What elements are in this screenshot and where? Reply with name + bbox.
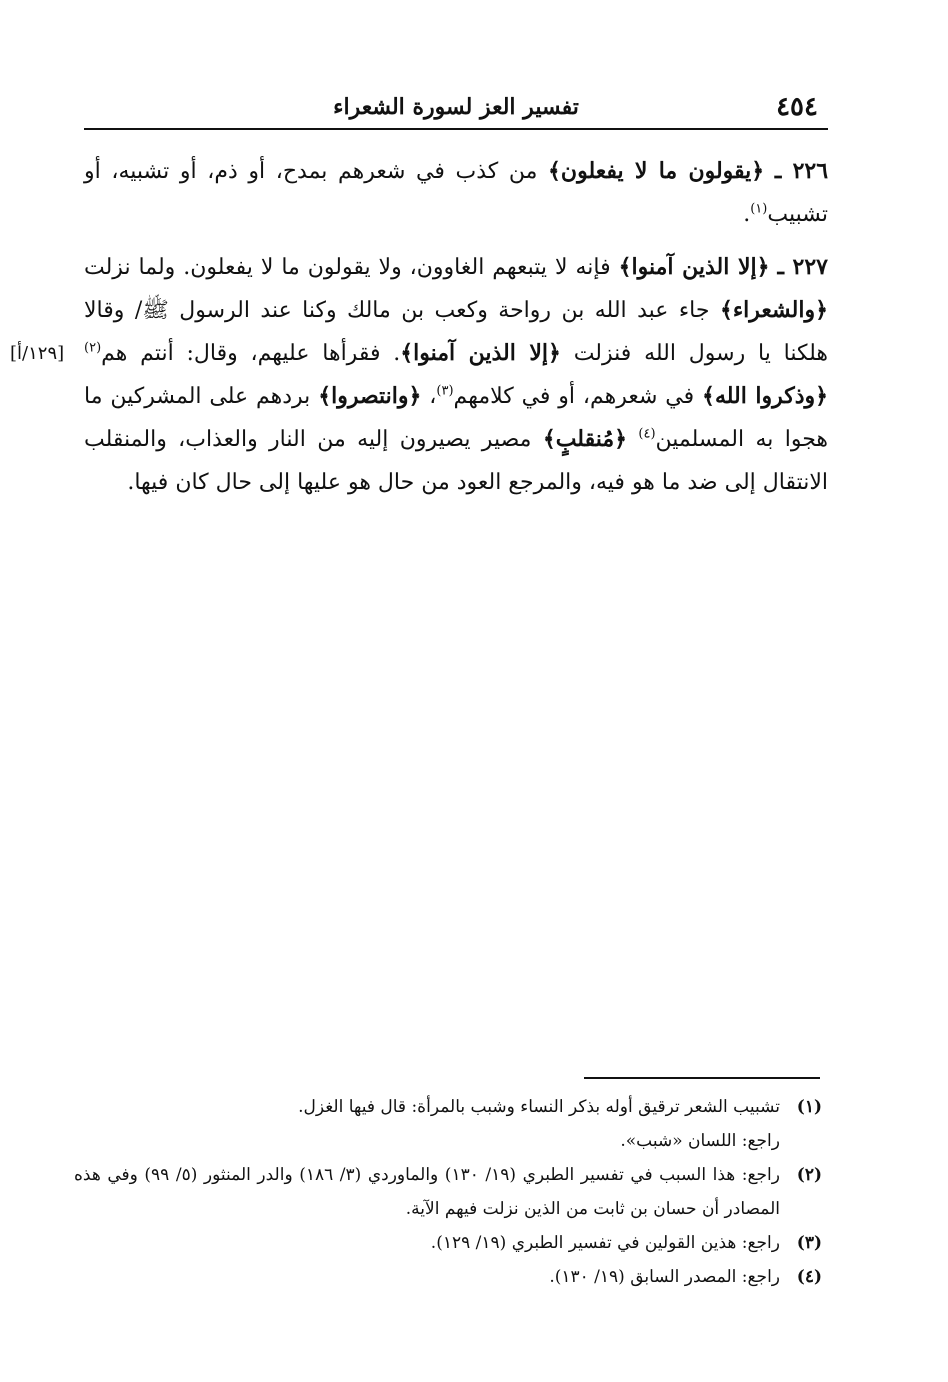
footnote-text [74,1260,780,1294]
body-text: ، [421,384,437,409]
footnote-ref: (٤) [638,426,656,442]
footnote-line: تشبيب الشعر ترقيق أوله بذكر النساء وشبب بالمرأة: قال فيها الغزل. [298,1097,780,1117]
footnote-number: (٢) [796,1165,822,1185]
body-text: فإنه لا يتبعهم الغاوون، ولا يقولون ما لا يفعلون. ولما نزلت [84,255,619,280]
quran-quote: ﴿مُنقلبٍ﴾ [542,426,628,452]
footnote-text [74,1226,780,1260]
footnote-line: راجع: هذين القولين في تفسير الطبري (١٩/ ١٢٩). [430,1233,780,1253]
footnote-ref: (٣) [436,383,454,399]
page-header [84,88,828,128]
footnote-ref: (٢) [84,340,102,356]
footnote-text [74,1158,780,1226]
footnote-line: راجع: هذا السبب في تفسير الطبري (١٩/ ١٣٠) والماوردي (٣/ ١٨٦) والدر المنثور (٥/ ٩٩) وفي هذه المصادر أن حسان بن ثابت من الذين نزلت فيهم الآية. [74,1165,780,1219]
body-text: مصير يصيرون إليه من النار والعذاب، والمنقلب الانتقال إلى ضد ما هو فيه، والمرجع العود من حال هو عليها إلى حال كان فيها. [84,427,828,495]
footnote-text [74,1090,780,1158]
header-rule [84,128,828,130]
footnote [74,1090,822,1158]
quran-quote: ﴿إلا الذين آمنوا﴾ [618,254,770,280]
footnote-number: (٣) [796,1233,822,1253]
main-text [84,150,828,514]
body-text: . فقرأها عليهم، وقال: أنتم هم [101,341,401,366]
footnotes [74,1090,822,1294]
quran-quote: ﴿يقولون ما لا يفعلون﴾ [548,158,765,184]
paragraph [84,246,828,504]
footnote-ref: (١) [750,201,768,217]
footnote-line: راجع: المصدر السابق (١٩/ ١٣٠). [549,1267,780,1287]
paragraph [84,150,828,236]
footnote-rule [584,1077,820,1079]
quran-quote: ﴿إلا الذين آمنوا﴾ [400,340,561,366]
footnote [74,1158,822,1226]
footnote-line: راجع: اللسان «شبب». [620,1131,780,1151]
body-text: بردهم على المشركين ما هجوا به المسلمين [84,384,828,452]
footnote [74,1226,822,1260]
footnote [74,1260,822,1294]
body-text: من كذب في شعرهم بمدح، أو ذم، أو تشبيه، أو تشبيب [84,159,828,227]
quran-quote: ﴿وذكروا الله﴾ [702,383,829,409]
body-text: . [743,202,751,227]
body-text: في شعرهم، أو في كلامهم [453,384,703,409]
verse-number: ٢٢٧ ـ [777,254,828,280]
body-text: جاء عبد الله بن رواحة وكعب بن مالك وكنا عند الرسول ﷺ/ وقالا هلكنا يا رسول الله فنزلت [84,298,828,366]
margin-note: [١٢٩/أ] [10,343,65,364]
footnote-number: (٤) [796,1267,822,1287]
footnote-number: (١) [796,1097,822,1117]
verse-number: ٢٢٦ ـ [774,158,829,184]
page-number: ٤٥٤ [776,92,818,122]
quran-quote: ﴿وانتصروا﴾ [318,383,422,409]
running-title: تفسير العز لسورة الشعراء [333,94,579,120]
quran-quote: ﴿والشعراء﴾ [719,297,828,323]
body-text [627,427,638,452]
